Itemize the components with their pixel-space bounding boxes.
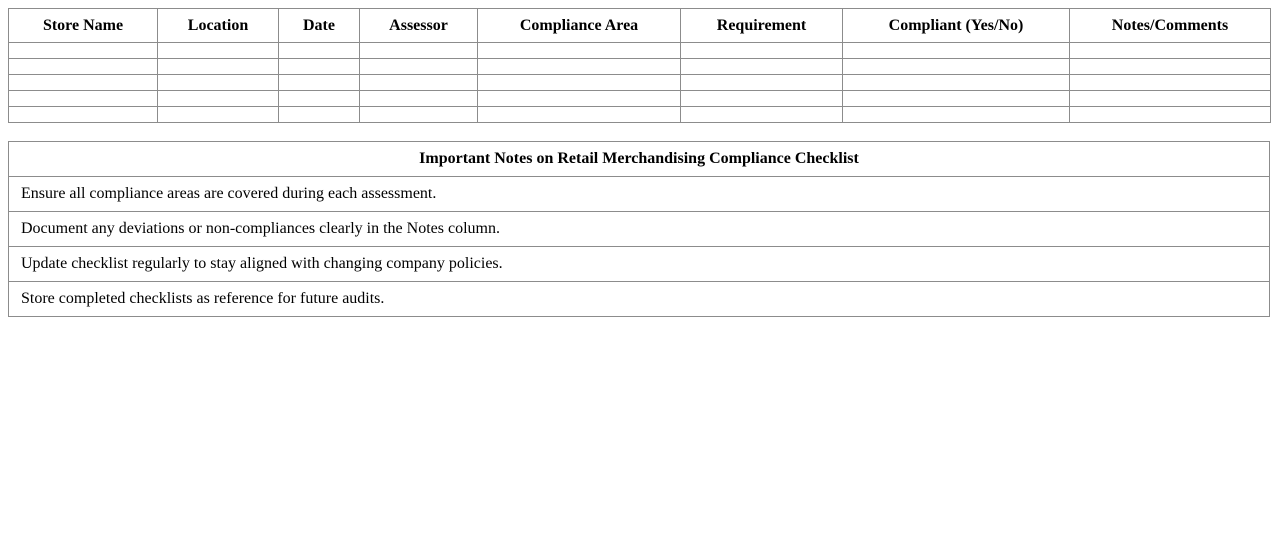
column-header-compliance-area: Compliance Area: [478, 9, 681, 43]
table-cell[interactable]: [158, 107, 279, 123]
notes-title: Important Notes on Retail Merchandising Compliance Checklist: [9, 142, 1270, 177]
table-cell[interactable]: [843, 75, 1070, 91]
table-cell[interactable]: [158, 59, 279, 75]
table-row: [9, 107, 1271, 123]
table-cell[interactable]: [360, 75, 478, 91]
column-header-store-name: Store Name: [9, 9, 158, 43]
table-row: [9, 91, 1271, 107]
table-cell[interactable]: [360, 43, 478, 59]
table-cell[interactable]: [1070, 43, 1271, 59]
table-cell[interactable]: [843, 43, 1070, 59]
table-cell[interactable]: [1070, 91, 1271, 107]
table-cell[interactable]: [681, 91, 843, 107]
table-cell[interactable]: [681, 43, 843, 59]
table-cell[interactable]: [9, 91, 158, 107]
table-row: [9, 75, 1271, 91]
table-cell[interactable]: [1070, 75, 1271, 91]
table-cell[interactable]: [360, 107, 478, 123]
table-cell[interactable]: [158, 75, 279, 91]
column-header-assessor: Assessor: [360, 9, 478, 43]
table-cell[interactable]: [681, 107, 843, 123]
table-header-row: [9, 9, 1271, 43]
table-cell[interactable]: [9, 75, 158, 91]
table-cell[interactable]: [360, 59, 478, 75]
table-cell[interactable]: [843, 59, 1070, 75]
table-cell[interactable]: [681, 75, 843, 91]
important-notes-table: [8, 141, 1270, 317]
table-cell[interactable]: [158, 91, 279, 107]
table-cell[interactable]: [478, 43, 681, 59]
column-header-compliant: Compliant (Yes/No): [843, 9, 1070, 43]
note-text: Document any deviations or non-compliances clearly in the Notes column.: [9, 212, 1270, 247]
table-cell[interactable]: [158, 43, 279, 59]
table-cell[interactable]: [279, 43, 360, 59]
table-cell[interactable]: [843, 107, 1070, 123]
table-cell[interactable]: [279, 91, 360, 107]
table-cell[interactable]: [843, 91, 1070, 107]
table-cell[interactable]: [1070, 59, 1271, 75]
list-item: [9, 282, 1270, 317]
table-cell[interactable]: [9, 107, 158, 123]
table-cell[interactable]: [360, 91, 478, 107]
table-cell[interactable]: [9, 43, 158, 59]
column-header-location: Location: [158, 9, 279, 43]
notes-header-row: [9, 142, 1270, 177]
list-item: [9, 177, 1270, 212]
compliance-checklist-table: [8, 8, 1271, 123]
table-cell[interactable]: [681, 59, 843, 75]
column-header-date: Date: [279, 9, 360, 43]
table-row: [9, 43, 1271, 59]
table-cell[interactable]: [279, 59, 360, 75]
table-body: [9, 43, 1271, 123]
table-cell[interactable]: [478, 59, 681, 75]
table-cell[interactable]: [478, 107, 681, 123]
list-item: [9, 247, 1270, 282]
table-cell[interactable]: [9, 59, 158, 75]
column-header-requirement: Requirement: [681, 9, 843, 43]
note-text: Update checklist regularly to stay aligned with changing company policies.: [9, 247, 1270, 282]
table-cell[interactable]: [279, 107, 360, 123]
table-cell[interactable]: [279, 75, 360, 91]
table-cell[interactable]: [478, 91, 681, 107]
table-cell[interactable]: [478, 75, 681, 91]
column-header-notes: Notes/Comments: [1070, 9, 1271, 43]
list-item: [9, 212, 1270, 247]
page-content: [8, 8, 1270, 317]
table-row: [9, 59, 1271, 75]
table-cell[interactable]: [1070, 107, 1271, 123]
note-text: Store completed checklists as reference for future audits.: [9, 282, 1270, 317]
note-text: Ensure all compliance areas are covered during each assessment.: [9, 177, 1270, 212]
